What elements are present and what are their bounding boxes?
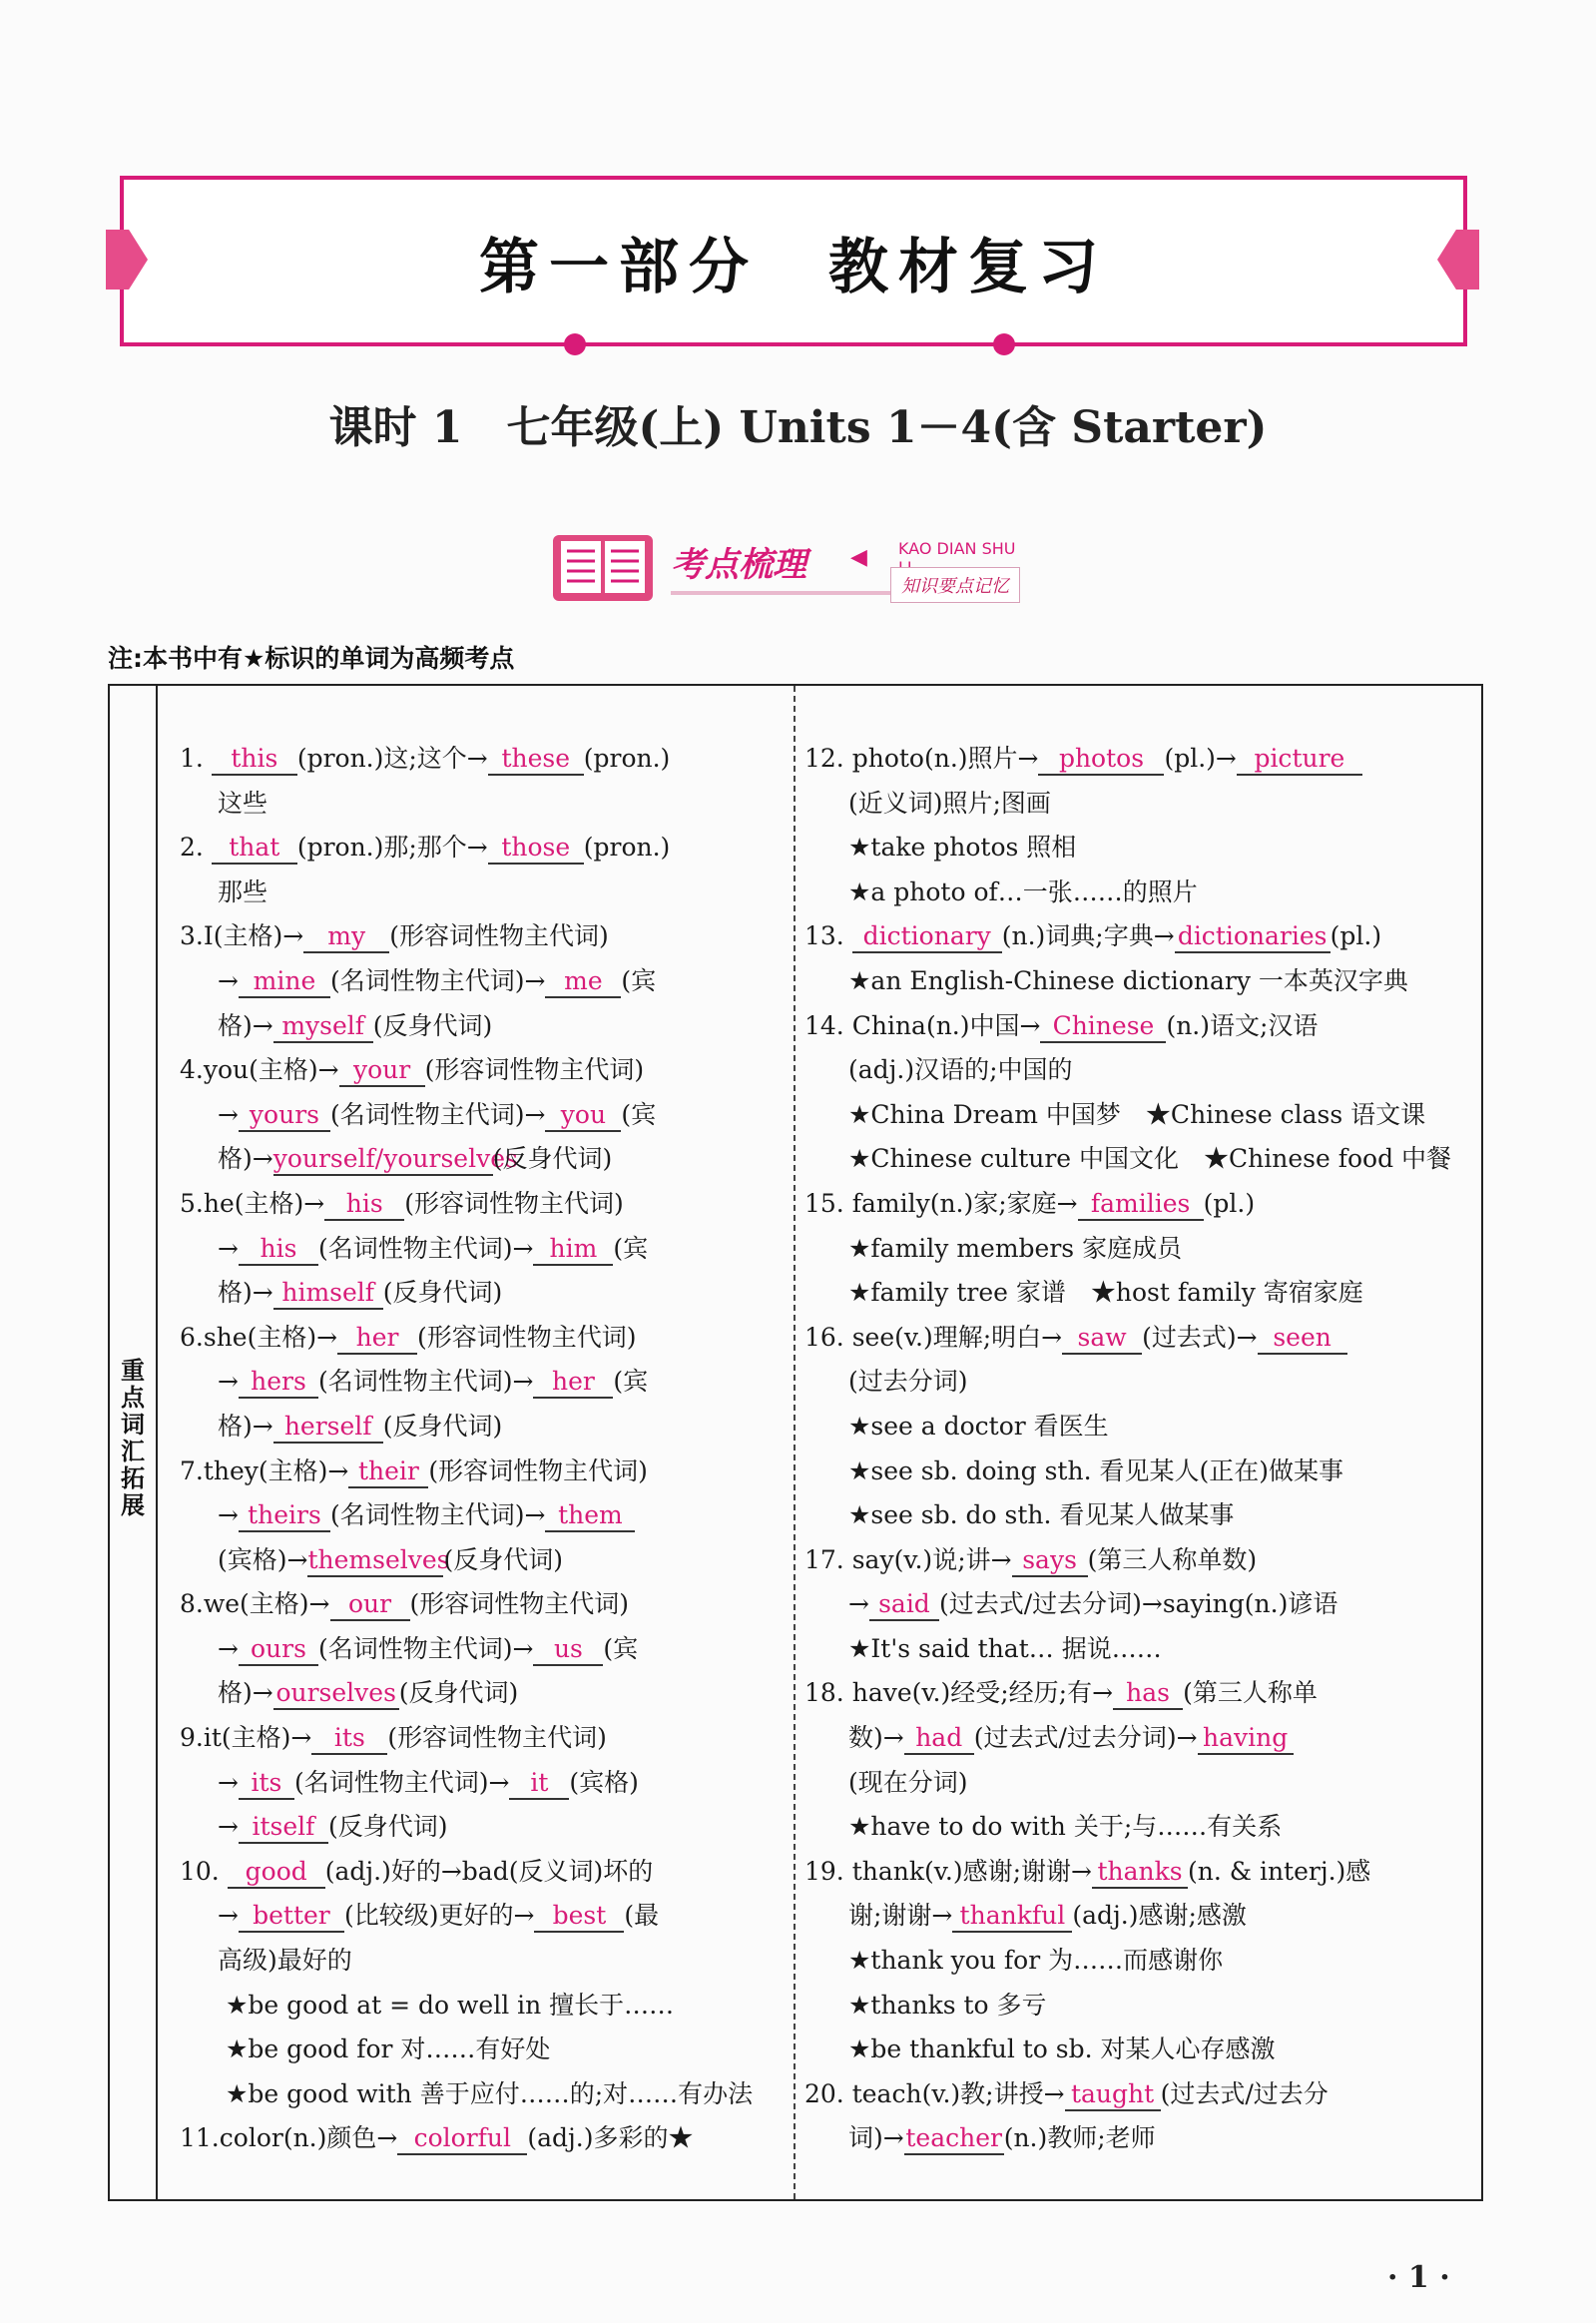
answer-blank: himself [273, 1278, 383, 1310]
list-item-cont: → better (比较级)更好的→ best (最 [180, 1894, 779, 1939]
list-item-cont [180, 1671, 779, 1716]
item-text: thank(v.)感谢;谢谢→ [851, 1856, 1093, 1886]
answer-blank: that [212, 833, 297, 865]
answer-blank: those [488, 833, 584, 865]
side-label: 重点词汇拓展 [121, 1357, 145, 1519]
phrase-text: ★family members 家庭成员 [848, 1233, 1183, 1263]
list-item [804, 737, 1473, 782]
phrase-item [804, 826, 1473, 871]
list-item [180, 1716, 779, 1761]
item-text: (第三人称单数) [1087, 1544, 1258, 1574]
item-text: 词)→ [848, 2123, 904, 2153]
item-text: (名词性物主代词)→ [317, 1233, 534, 1263]
arrow-left-icon: ◀ [850, 545, 867, 570]
book-icon [551, 529, 655, 605]
column-divider [794, 686, 796, 2199]
part-title: 第一部分 教材复习 [479, 233, 1108, 302]
badge-english: KAO DIAN SHU [898, 539, 1016, 558]
answer-blank: it [509, 1768, 569, 1800]
list-item-cont [804, 1716, 1473, 1761]
list-item-cont [804, 1048, 1473, 1093]
item-text: 格)→ [218, 1678, 273, 1708]
right-column [804, 737, 1473, 2161]
phrase-text: ★take photos 照相 [848, 833, 1077, 863]
answer-blank: yourself/yourselves [273, 1144, 493, 1176]
answer-blank: Chinese [1040, 1011, 1166, 1043]
item-number: 9. [180, 1723, 204, 1753]
page-number: · 1 · [1387, 2260, 1450, 2295]
list-item-cont [804, 1761, 1473, 1806]
phrase-text: ★be good for 对……有好处 [226, 2034, 551, 2064]
list-item [180, 737, 779, 782]
item-number: 11. [180, 2123, 220, 2153]
phrase-text: ★have to do with 关于;与……有关系 [848, 1812, 1283, 1842]
item-text: (反身代词) [443, 1544, 563, 1574]
item-text: (adj.)多彩的★ [527, 2123, 694, 2153]
item-text: (名词性物主代词)→ [329, 1099, 546, 1129]
item-text: (名词性物主代词)→ [317, 1633, 534, 1663]
phrase-item [804, 1805, 1473, 1850]
item-text: (过去式/过去分词)→ [973, 1723, 1198, 1753]
phrase-text: ★see a doctor 看医生 [848, 1411, 1109, 1441]
item-text: 谢;谢谢→ [848, 1901, 953, 1931]
item-text: (形容词性物主代词) [424, 1055, 645, 1085]
item-text: (形容词性物主代词) [417, 1322, 637, 1352]
item-text: (n.)语文;汉语 [1166, 1010, 1319, 1040]
item-text: (名词性物主代词)→ [329, 965, 546, 995]
list-item-cont [180, 1004, 779, 1049]
item-text: (宾格) [569, 1767, 639, 1797]
phrase-text: ★thank you for 为……而感谢你 [848, 1946, 1224, 1976]
phrase-item [804, 1271, 1473, 1316]
list-item-cont [804, 782, 1473, 827]
list-item [180, 2116, 779, 2161]
phrase-text: ★see sb. do sth. 看见某人做某事 [848, 1500, 1235, 1530]
item-text: (过去式/过去分 [1160, 2078, 1329, 2108]
item-text: family(n.)家;家庭→ [851, 1188, 1078, 1218]
list-item [804, 914, 1473, 959]
answer-blank: photos [1038, 744, 1164, 776]
item-text: you(主格)→ [203, 1055, 339, 1085]
answer-blank: us [533, 1634, 603, 1666]
answer-blank: ours [239, 1634, 318, 1666]
ornament-dot [993, 333, 1015, 355]
item-text: (pl.)→ [1164, 744, 1237, 773]
list-item-cont [804, 1360, 1473, 1405]
list-item-cont [804, 2116, 1473, 2161]
answer-blank: its [311, 1723, 387, 1755]
phrase-item [804, 1939, 1473, 1984]
phrase-item [804, 2028, 1473, 2072]
note: 注:本书中有★标识的单词为高频考点 [108, 644, 515, 673]
phrase-text: ★be good at = do well in 擅长于…… [226, 1990, 675, 2020]
item-text: 这些 [218, 788, 268, 818]
answer-blank: colorful [397, 2123, 527, 2155]
phrase-text: ★be good with 善于应付……的;对……有办法 [226, 2078, 754, 2108]
answer-blank: theirs [239, 1500, 330, 1532]
phrase-text: ★be thankful to sb. 对某人心存感激 [848, 2034, 1276, 2064]
answer-blank: dictionary [852, 921, 1002, 953]
list-item [180, 914, 779, 959]
answer-blank: teacher [904, 2123, 1004, 2155]
list-item [180, 1316, 779, 1361]
answer-blank: its [239, 1768, 294, 1800]
phrase-item [804, 1227, 1473, 1272]
item-number: 3. [180, 921, 204, 951]
list-item [804, 2072, 1473, 2117]
list-item-cont [180, 871, 779, 915]
answer-blank: thankful [952, 1901, 1072, 1933]
item-number: 14. [804, 1010, 844, 1040]
item-text: (pron.)那;那个→ [296, 833, 488, 863]
list-item-cont [180, 1405, 779, 1450]
item-text: she(主格)→ [203, 1322, 338, 1352]
list-item-cont: → its (名词性物主代词)→ it (宾格) [180, 1761, 779, 1806]
phrase-text: ★an English-Chinese dictionary 一本英汉字典 [848, 965, 1408, 995]
item-text: (宾 [603, 1633, 639, 1663]
item-text: color(n.)颜色→ [219, 2123, 398, 2153]
answer-blank: says [1012, 1545, 1088, 1577]
answer-blank: these [488, 744, 584, 776]
badge-underline [671, 591, 920, 595]
item-text: 数)→ [848, 1723, 904, 1753]
item-text: → [848, 1589, 869, 1619]
item-text: (现在分词) [848, 1767, 968, 1797]
item-number: 5. [180, 1188, 204, 1218]
item-text: photo(n.)照片→ [851, 744, 1039, 773]
answer-blank: had [904, 1723, 974, 1755]
answer-blank: thanks [1092, 1857, 1188, 1889]
item-text: (宾格)→ [218, 1544, 308, 1574]
item-text: (名词性物主代词)→ [317, 1367, 534, 1397]
answer-blank: your [339, 1055, 425, 1087]
phrase-text: ★thanks to 多亏 [848, 1990, 1047, 2020]
item-number: 17. [804, 1544, 844, 1574]
answer-blank: their [348, 1456, 428, 1488]
answer-blank: saw [1062, 1323, 1142, 1355]
answer-blank: families [1078, 1189, 1204, 1221]
list-item [804, 1004, 1473, 1049]
ornament-dot [564, 333, 586, 355]
item-text: (名词性物主代词)→ [329, 1500, 546, 1530]
item-number: 16. [804, 1322, 844, 1352]
item-text: (比较级)更好的→ [343, 1901, 535, 1931]
answer-blank: has [1113, 1678, 1183, 1710]
item-text: (adj.)感谢;感激 [1072, 1901, 1247, 1931]
answer-blank: best [534, 1901, 624, 1933]
item-text: they(主格)→ [203, 1455, 349, 1485]
item-text: (形容词性物主代词) [387, 1723, 607, 1753]
list-item [180, 826, 779, 871]
phrase-text: ★Chinese culture 中国文化 ★Chinese food 中餐 [848, 1144, 1452, 1174]
item-text: (反身代词) [327, 1812, 448, 1842]
list-item-cont [180, 1939, 779, 1984]
item-number: 19. [804, 1856, 844, 1886]
item-text: (反身代词) [398, 1678, 519, 1708]
item-text: (反身代词) [382, 1278, 503, 1308]
item-text: (n.)教师;老师 [1003, 2123, 1156, 2153]
answer-blank: me [545, 966, 621, 998]
item-text: (pl.) [1203, 1188, 1256, 1218]
item-number: 8. [180, 1589, 204, 1619]
badge-subtitle: 知识要点记忆 [890, 567, 1020, 603]
list-item [804, 1538, 1473, 1583]
item-text: (过去式)→ [1142, 1322, 1258, 1352]
list-item [180, 1450, 779, 1494]
item-text: (pron.) [583, 744, 671, 773]
dashed-ornament [574, 343, 1003, 346]
list-item [804, 1850, 1473, 1895]
answer-blank: herself [273, 1412, 383, 1444]
list-item-cont: → his (名词性物主代词)→ him (宾 [180, 1227, 779, 1272]
answer-blank: his [239, 1234, 318, 1266]
answer-blank: myself [273, 1011, 373, 1043]
list-item [180, 1048, 779, 1093]
answer-blank: this [212, 744, 297, 776]
list-item [804, 1316, 1473, 1361]
item-text: he(主格)→ [203, 1188, 325, 1218]
item-text: (形容词性物主代词) [404, 1188, 624, 1218]
item-text: China(n.)中国→ [851, 1010, 1041, 1040]
item-text: (宾 [621, 1099, 657, 1129]
list-item [804, 1671, 1473, 1716]
left-column [180, 737, 779, 2161]
phrase-item [804, 1093, 1473, 1138]
answer-blank: you [545, 1100, 621, 1132]
item-text: (adj.)好的→bad(反义词)坏的 [324, 1856, 654, 1886]
item-text: say(v.)说;讲→ [851, 1544, 1012, 1574]
phrase-item [804, 1137, 1473, 1182]
list-item-cont [180, 1137, 779, 1182]
item-text: (过去分词) [848, 1367, 968, 1397]
item-number: 13. [804, 921, 844, 951]
list-item-cont: → itself (反身代词) [180, 1805, 779, 1850]
answer-blank: mine [239, 966, 330, 998]
item-text: (第三人称单 [1183, 1678, 1318, 1708]
answer-blank: her [533, 1367, 613, 1399]
item-text: see(v.)理解;明白→ [851, 1322, 1063, 1352]
answer-blank: our [330, 1589, 410, 1621]
item-text: it(主格)→ [203, 1723, 312, 1753]
item-text: (过去式/过去分词)→saying(n.)谚语 [938, 1589, 1338, 1619]
phrase-item [804, 1984, 1473, 2029]
item-text: (pron.) [583, 833, 671, 863]
list-item-cont [180, 782, 779, 827]
answer-blank: picture [1237, 744, 1362, 776]
item-number: 18. [804, 1678, 844, 1708]
item-text: (宾 [613, 1233, 649, 1263]
item-number: 6. [180, 1322, 204, 1352]
list-item [180, 1582, 779, 1627]
item-text: (宾 [613, 1367, 649, 1397]
phrase-text: ★see sb. doing sth. 看见某人(正在)做某事 [848, 1455, 1343, 1485]
phrase-text: ★family tree 家谱 ★host family 寄宿家庭 [848, 1278, 1363, 1308]
list-item-cont: → ours (名词性物主代词)→ us (宾 [180, 1627, 779, 1672]
list-item-cont [180, 1271, 779, 1316]
answer-blank: itself [239, 1812, 328, 1844]
item-text: 那些 [218, 876, 268, 906]
list-item [804, 1182, 1473, 1227]
item-text: we(主格)→ [203, 1589, 330, 1619]
phrase-item [804, 1450, 1473, 1494]
answer-blank: his [324, 1189, 404, 1221]
list-item [180, 1182, 779, 1227]
list-item-cont [804, 1894, 1473, 1939]
answer-blank: hers [239, 1367, 318, 1399]
answer-blank: seen [1258, 1323, 1347, 1355]
answer-blank: better [239, 1901, 344, 1933]
item-text: 格)→ [218, 1010, 273, 1040]
answer-blank: them [545, 1500, 635, 1532]
item-text: (形容词性物主代词) [389, 921, 609, 951]
answer-blank: yours [239, 1100, 330, 1132]
lesson-title: 课时 1 七年级(上) Units 1－4(含 Starter) [328, 402, 1268, 453]
item-text: teach(v.)教;讲授→ [851, 2078, 1065, 2108]
list-item-cont [804, 1582, 1473, 1627]
answer-blank: having [1198, 1723, 1294, 1755]
item-number: 7. [180, 1455, 204, 1485]
answer-blank: taught [1065, 2079, 1161, 2111]
phrase-item [804, 871, 1473, 915]
item-text: (名词性物主代词)→ [293, 1767, 510, 1797]
list-item-cont: → mine (名词性物主代词)→ me (宾 [180, 959, 779, 1004]
answer-blank: her [337, 1323, 417, 1355]
item-text: (近义词)照片;图画 [848, 788, 1051, 818]
item-number: 12. [804, 744, 844, 773]
list-item [180, 1850, 779, 1895]
item-text: have(v.)经受;经历;有→ [851, 1678, 1114, 1708]
item-number: 2. [180, 833, 204, 863]
answer-blank: good [228, 1857, 325, 1889]
item-text: I(主格)→ [203, 921, 304, 951]
item-text: (最 [624, 1901, 660, 1931]
item-text: (pl.) [1330, 921, 1382, 951]
item-number: 10. [180, 1856, 220, 1886]
badge-title: 考点梳理 [671, 545, 806, 585]
phrase-item [804, 1627, 1473, 1672]
list-item-cont: → theirs (名词性物主代词)→ them [180, 1493, 779, 1538]
phrase-item [180, 1984, 779, 2029]
item-text: (adj.)汉语的;中国的 [848, 1055, 1073, 1085]
item-text: 高级)最好的 [218, 1946, 352, 1976]
phrase-item [804, 1493, 1473, 1538]
answer-blank: him [533, 1234, 613, 1266]
phrase-item [180, 2028, 779, 2072]
answer-blank: dictionaries [1175, 921, 1330, 953]
answer-blank: said [869, 1589, 939, 1621]
phrase-text: ★It's said that… 据说…… [848, 1633, 1162, 1663]
item-text: (反身代词) [382, 1411, 503, 1441]
item-number: 20. [804, 2078, 844, 2108]
phrase-text: ★a photo of…一张……的照片 [848, 876, 1198, 906]
phrase-item [180, 2072, 779, 2117]
item-text: (pron.)这;这个→ [296, 744, 488, 773]
item-text: 格)→ [218, 1278, 273, 1308]
item-text: (形容词性物主代词) [409, 1589, 630, 1619]
item-number: 15. [804, 1188, 844, 1218]
answer-blank: themselves [307, 1545, 443, 1577]
item-text: 格)→ [218, 1144, 273, 1174]
item-number: 1. [180, 744, 204, 773]
item-number: 4. [180, 1055, 204, 1085]
list-item-cont [180, 1538, 779, 1583]
answer-blank: my [303, 921, 389, 953]
item-text: 格)→ [218, 1411, 273, 1441]
item-text: (n.)词典;字典→ [1001, 921, 1175, 951]
item-text: (宾 [621, 965, 657, 995]
item-text: (反身代词) [492, 1144, 613, 1174]
item-text: (形容词性物主代词) [428, 1455, 648, 1485]
list-item-cont: → hers (名词性物主代词)→ her (宾 [180, 1360, 779, 1405]
item-text: (n. & interj.)感 [1188, 1856, 1371, 1886]
phrase-item [804, 1405, 1473, 1450]
phrase-item [804, 959, 1473, 1004]
section-badge [551, 529, 1030, 609]
item-text: (反身代词) [372, 1010, 493, 1040]
phrase-text: ★China Dream 中国梦 ★Chinese class 语文课 [848, 1099, 1426, 1129]
answer-blank: ourselves [273, 1678, 399, 1710]
list-item-cont: → yours (名词性物主代词)→ you (宾 [180, 1093, 779, 1138]
